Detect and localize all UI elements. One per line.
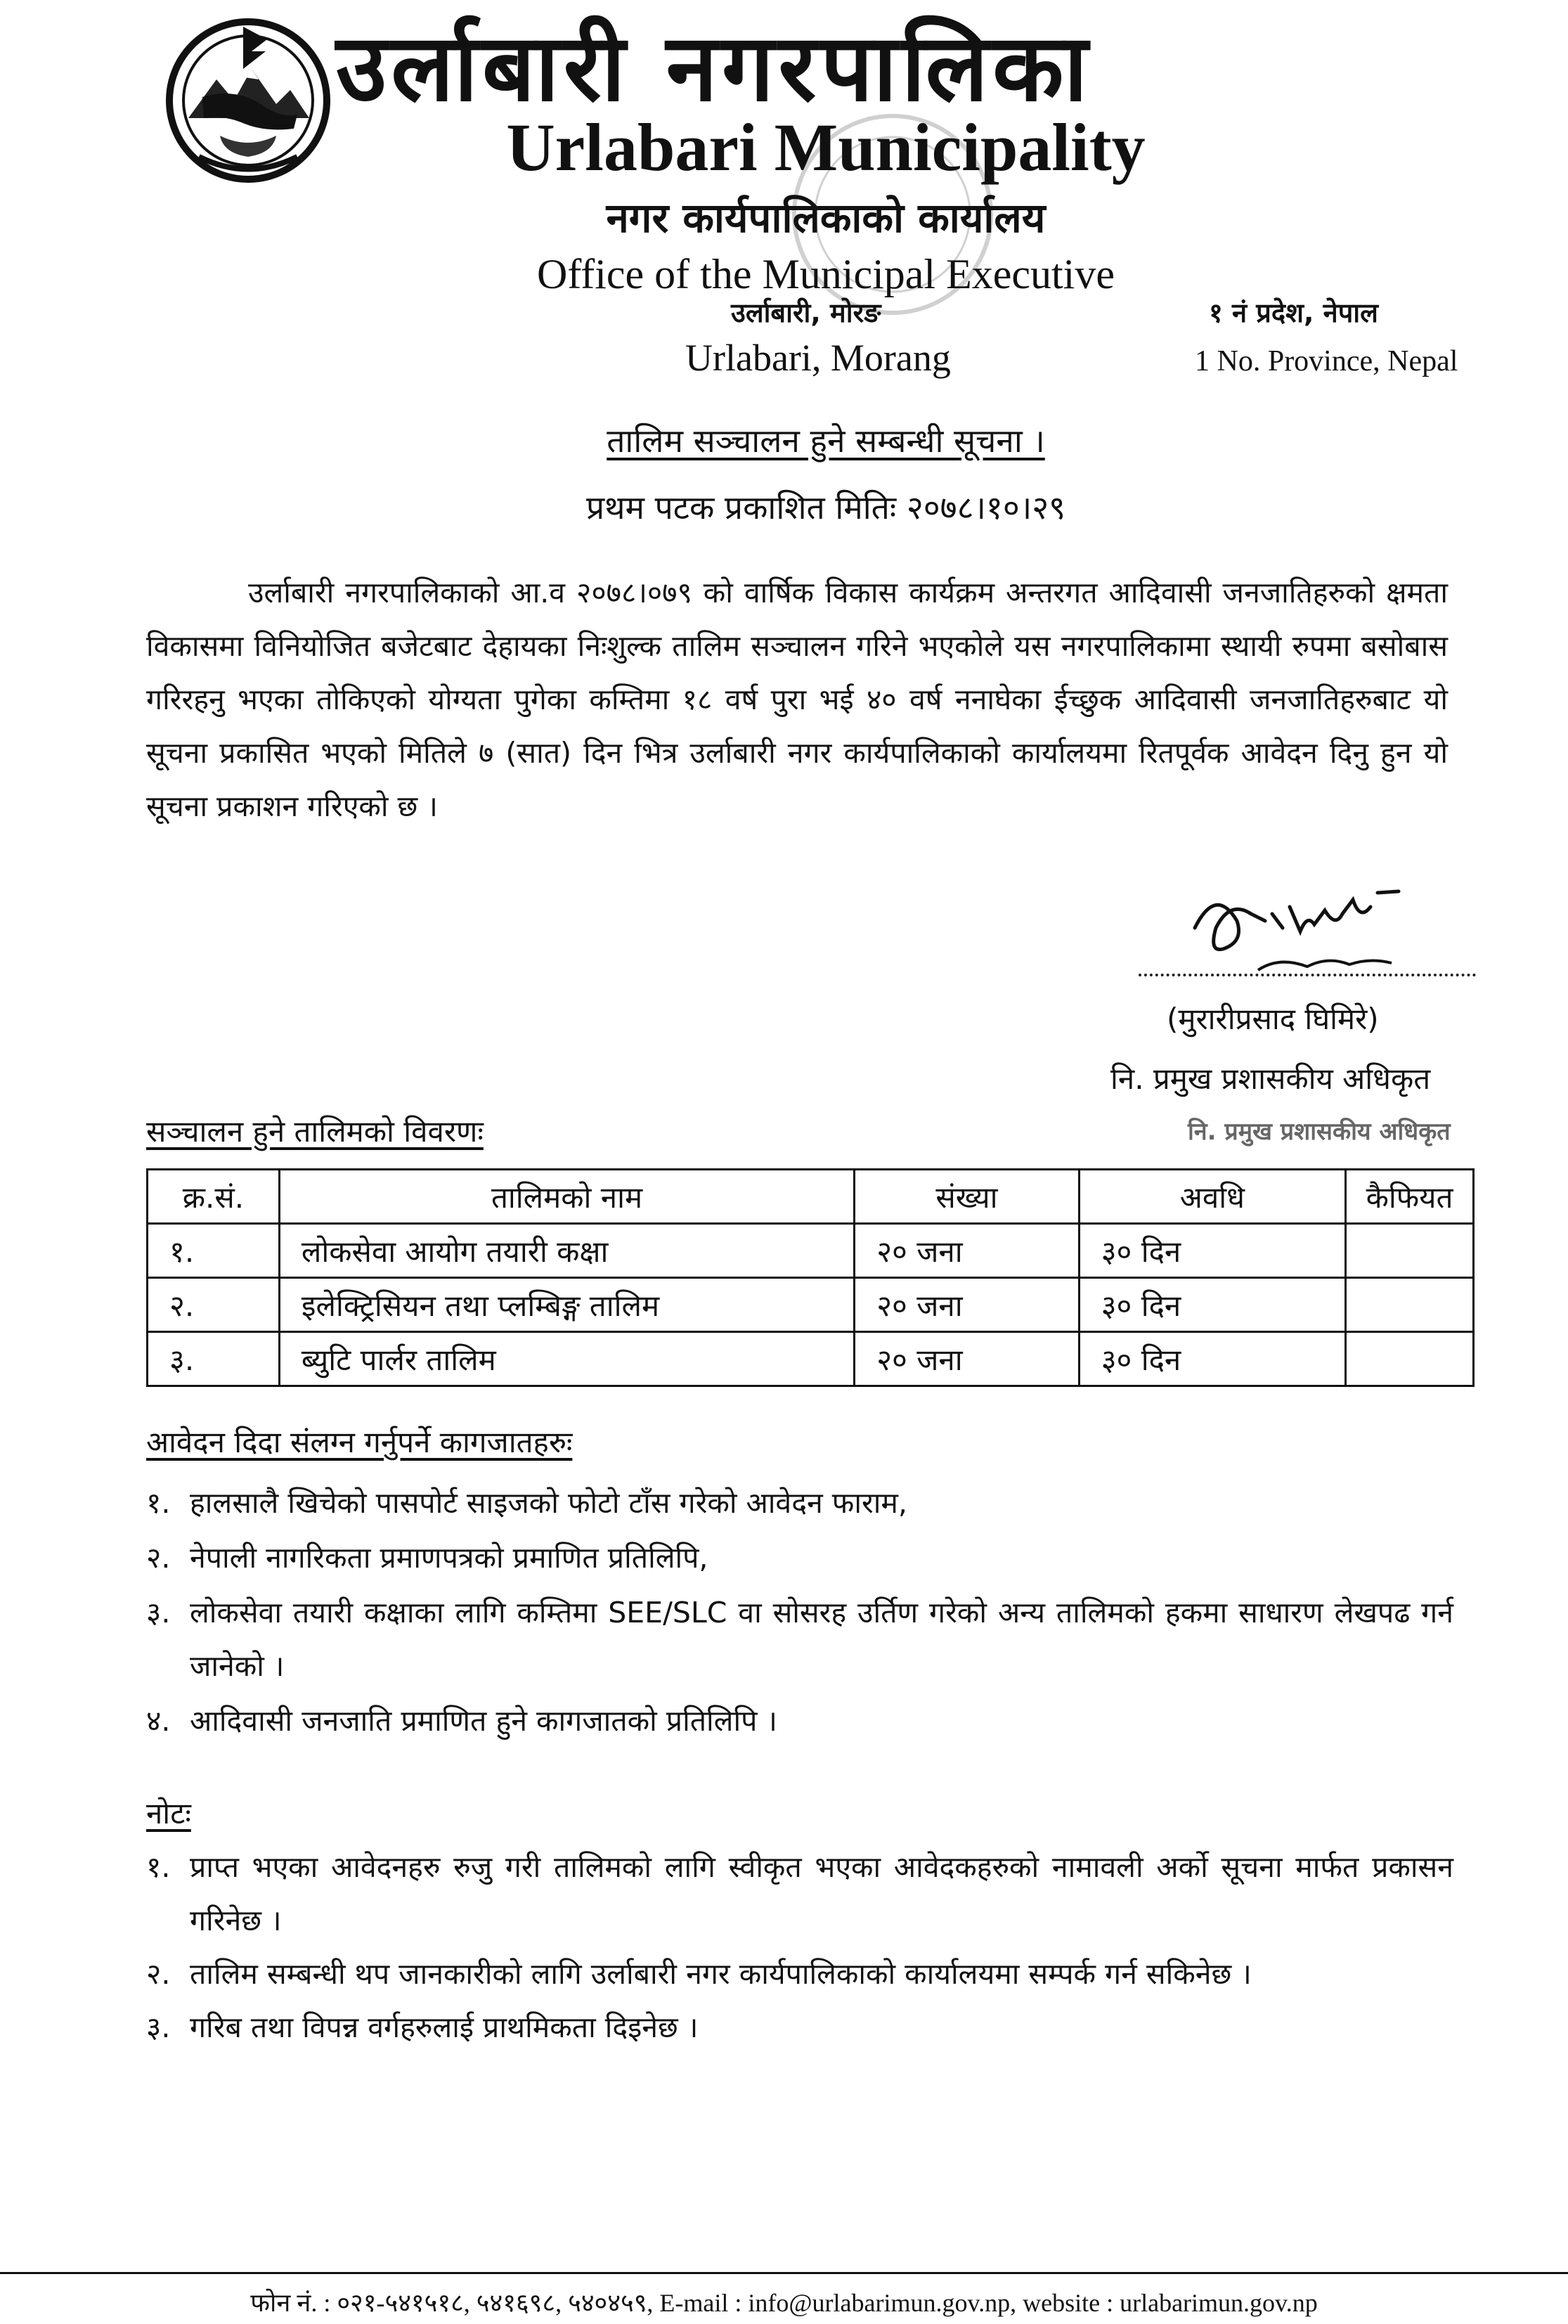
list-item-text: तालिम सम्बन्धी थप जानकारीको लागि उर्लाबारी नगर कार्यपालिकाको कार्यालयमा सम्पर्क गर्न सकिनेछ । <box>190 1957 1252 1991</box>
header-serial: क्र.सं. <box>148 1170 280 1224</box>
signatory-name: (मुरारीप्रसाद घिमिरे) <box>1167 1002 1379 1036</box>
cell-count: २० जना <box>855 1332 1079 1386</box>
table-row <box>148 1224 1474 1278</box>
list-item <box>146 1586 1453 1693</box>
list-item-number: २. <box>146 1541 171 1575</box>
table-row <box>148 1278 1474 1332</box>
notes-list <box>146 1840 1453 2054</box>
signature-scribble <box>1167 872 1462 1005</box>
designation-stamp: नि. प्रमुख प्रशासकीय अधिकृत <box>1188 1118 1451 1146</box>
training-table-heading-text: सञ्चालन हुने तालिमको विवरणः <box>146 1114 484 1149</box>
list-item-text: प्राप्त भएका आवेदनहरु रुजु गरी तालिमको लागि स्वीकृत भएका आवेदकहरुको नामावली अर्को सूचना मार्फत प्रकासन गरिनेछ । <box>190 1850 1453 1937</box>
cell-count: २० जना <box>855 1278 1079 1332</box>
footer-contact: फोन नं. : ०२१-५४१५१८, ५४१६९८, ५४०४५९, E-mail : info@urlabarimun.gov.np, website : urlabarimun.gov.np <box>250 2289 1318 2317</box>
list-item-number: ३. <box>146 2010 171 2044</box>
signature-line <box>1139 974 1476 976</box>
office-title-english: Office of the Municipal Executive <box>537 251 1115 297</box>
notice-date: प्रथम पटक प्रकाशित मितिः २०७८।१०।२९ <box>585 489 1066 527</box>
documents-heading <box>146 1421 572 1461</box>
cell-duration: ३० दिन <box>1079 1332 1345 1386</box>
training-table <box>146 1168 1475 1387</box>
list-item <box>146 1531 1453 1584</box>
cell-serial: ३. <box>148 1332 280 1386</box>
list-item <box>146 1840 1453 1947</box>
training-table-heading <box>146 1111 484 1151</box>
cell-serial: १. <box>148 1224 280 1278</box>
list-item-number: २. <box>146 1957 171 1991</box>
table-row <box>148 1332 1474 1386</box>
list-item <box>146 2001 1453 2054</box>
notice-body: उर्लाबारी नगरपालिकाको आ.व २०७८।०७९ को वार्षिक विकास कार्यक्रम अन्तरगत आदिवासी जनजातिहरुको क्षमता विकासमा विनियोजित बजेटबाट देहायका निःशुल्क तालिम सञ्चालन गरिने भएकोले यस नगरपालिकामा स्थायी रुपमा बसोबास गरिरहनु भएका तोकिएको योग्यता पुगेका कम्तिमा १८ वर्ष पुरा भई ४० वर्ष ननाघेका ईच्छुक आदिवासी जनजातिहरुबाट यो सूचना प्रकासित भएको मितिले ७ (सात) दिन भित्र उर्लाबारी नगर कार्यपालिकाको कार्यालयमा रितपूर्वक आवेदन दिनु हुन यो सूचना प्रकाशन गरिएको छ । <box>146 576 1448 823</box>
list-item-text: गरिब तथा विपन्न वर्गहरुलाई प्राथमिकता दिइनेछ । <box>190 2010 699 2044</box>
header-count: संख्या <box>855 1170 1079 1224</box>
list-item-number: १. <box>146 1850 171 1884</box>
list-item-text: आदिवासी जनजाति प्रमाणित हुने कागजातको प्रतिलिपि । <box>190 1704 777 1738</box>
documents-heading-text: आवेदन दिदा संलग्न गर्नुपर्ने कागजातहरुः <box>146 1425 573 1459</box>
list-item-number: ३. <box>146 1596 171 1629</box>
list-item <box>146 1694 1453 1748</box>
list-item-text: नेपाली नागरिकता प्रमाणपत्रको प्रमाणित प्रतिलिपि, <box>190 1541 708 1575</box>
cell-duration: ३० दिन <box>1079 1278 1345 1332</box>
cell-training-name: इलेक्ट्रिसियन तथा प्लम्बिङ्ग तालिम <box>279 1278 854 1332</box>
office-title-nepali: नगर कार्यपालिकाको कार्यालय <box>606 194 1046 242</box>
footer-divider <box>0 2272 1568 2274</box>
notes-heading <box>146 1793 191 1833</box>
list-item-number: १. <box>146 1486 171 1520</box>
table-header-row <box>148 1170 1474 1224</box>
list-item-number: ४. <box>146 1704 171 1738</box>
header-training-name: तालिमको नाम <box>279 1170 854 1224</box>
municipality-title-nepali: उर्लाबारी नगरपालिका <box>336 14 1092 122</box>
header-duration: अवधि <box>1079 1170 1345 1224</box>
notice-title-text: तालिम सञ्चालन हुने सम्बन्धी सूचना । <box>607 422 1045 460</box>
cell-remarks <box>1346 1332 1474 1386</box>
address-right-english: 1 No. Province, Nepal <box>1195 345 1458 377</box>
cell-serial: २. <box>148 1278 280 1332</box>
notes-heading-text: नोटः <box>146 1796 191 1831</box>
list-item-text: लोकसेवा तयारी कक्षाका लागि कम्तिमा SEE/SLC वा सोसरह उर्तिण गरेको अन्य तालिमको हकमा साधारण लेखपढ गर्न जानेको । <box>190 1596 1453 1683</box>
list-item <box>146 1947 1453 2001</box>
address-right-nepali: १ नं प्रदेश, नेपाल <box>1209 297 1378 328</box>
cell-training-name: ब्युटि पार्लर तालिम <box>279 1332 854 1386</box>
notice-title <box>211 418 1441 463</box>
list-item-text: हालसालै खिचेको पासपोर्ट साइजको फोटो टाँस गरेको आवेदन फाराम, <box>190 1486 907 1520</box>
cell-count: २० जना <box>855 1224 1079 1278</box>
cell-duration: ३० दिन <box>1079 1224 1345 1278</box>
cell-training-name: लोकसेवा आयोग तयारी कक्षा <box>279 1224 854 1278</box>
municipality-title-english: Urlabari Municipality <box>506 110 1146 185</box>
cell-remarks <box>1346 1224 1474 1278</box>
documents-list <box>146 1476 1453 1749</box>
address-left-nepali: उर्लाबारी, मोरङ <box>731 297 881 328</box>
cell-remarks <box>1346 1278 1474 1332</box>
address-left-english: Urlabari, Morang <box>685 337 951 379</box>
signatory-title: नि. प्रमुख प्रशासकीय अधिकृत <box>1110 1061 1431 1096</box>
header-remarks: कैफियत <box>1346 1170 1474 1224</box>
list-item <box>146 1476 1453 1530</box>
